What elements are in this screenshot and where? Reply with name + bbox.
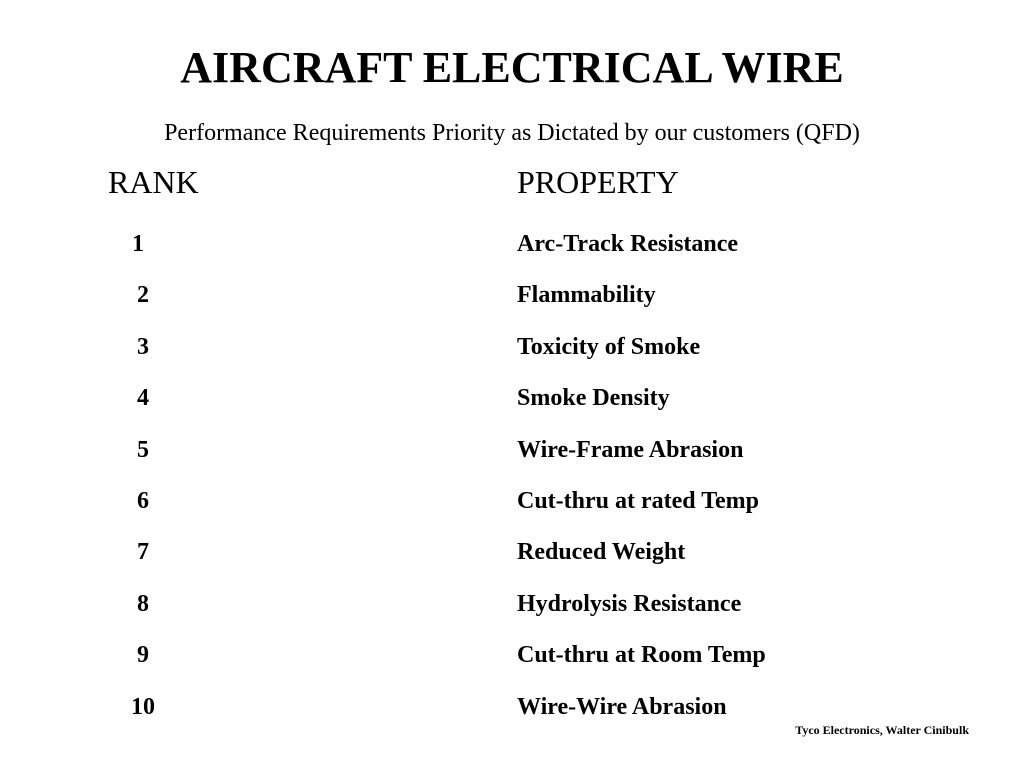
property-cell: Smoke Density xyxy=(517,385,670,412)
table-row xyxy=(0,226,1024,277)
property-cell: Wire-Wire Abrasion xyxy=(517,693,727,720)
rank-cell: 3 xyxy=(137,333,149,360)
rank-cell: 1 xyxy=(132,231,144,257)
table-row xyxy=(0,380,1024,431)
table-row xyxy=(0,432,1024,483)
priority-table xyxy=(0,226,1024,740)
rank-cell: 6 xyxy=(137,487,149,514)
property-cell: Hydrolysis Resistance xyxy=(517,590,742,617)
property-cell: Cut-thru at rated Temp xyxy=(517,487,760,514)
rank-cell: 4 xyxy=(137,385,149,412)
table-row xyxy=(0,586,1024,637)
property-cell: Reduced Weight xyxy=(517,539,686,566)
rank-cell: 9 xyxy=(137,642,149,669)
rank-cell: 8 xyxy=(137,590,149,617)
rank-column-header: RANK xyxy=(108,164,199,200)
slide-title: AIRCRAFT ELECTRICAL WIRE xyxy=(180,43,844,92)
property-cell: Cut-thru at Room Temp xyxy=(517,642,766,669)
property-cell: Toxicity of Smoke xyxy=(517,333,701,360)
slide-footer: Tyco Electronics, Walter Cinibulk xyxy=(795,723,969,737)
rank-cell: 7 xyxy=(137,539,149,566)
property-cell: Arc-Track Resistance xyxy=(517,231,739,257)
table-row xyxy=(0,483,1024,534)
table-row xyxy=(0,329,1024,380)
table-row xyxy=(0,637,1024,688)
table-row xyxy=(0,277,1024,328)
table-row xyxy=(0,534,1024,585)
property-cell: Wire-Frame Abrasion xyxy=(517,436,744,463)
slide-subtitle: Performance Requirements Priority as Dictated by our customers (QFD) xyxy=(164,120,860,146)
rank-cell: 10 xyxy=(131,693,155,720)
rank-cell: 2 xyxy=(137,282,149,309)
rank-cell: 5 xyxy=(137,436,149,463)
property-cell: Flammability xyxy=(517,282,656,309)
property-column-header: PROPERTY xyxy=(517,164,679,200)
